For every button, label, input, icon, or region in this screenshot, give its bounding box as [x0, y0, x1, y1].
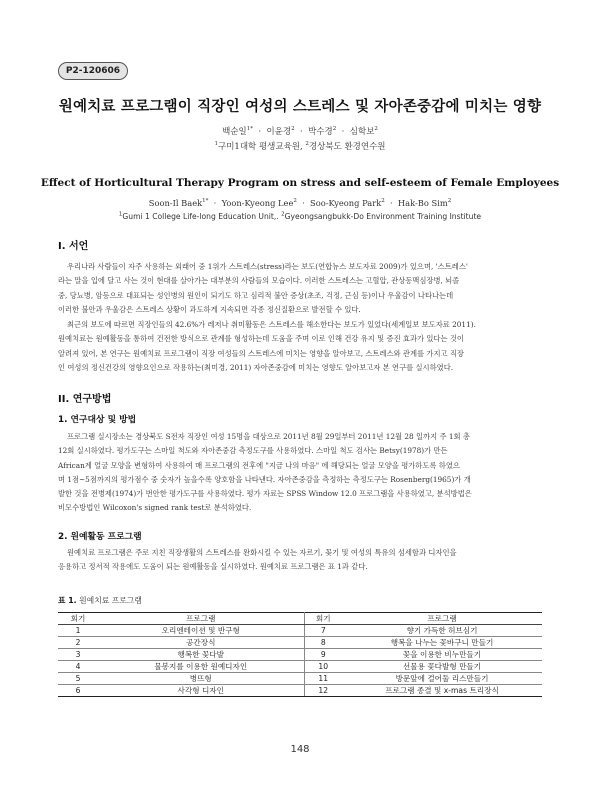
table-cell: 11 — [304, 673, 342, 685]
table-row — [58, 673, 542, 685]
table-cell: 꽃을 이용한 비누만들기 — [342, 649, 542, 661]
table-cell: 7 — [304, 625, 342, 637]
text-line: 프로그램 실시장소는 경상북도 S전자 직장인 여성 15명을 대상으로 2011년 8월 29일부터 2011년 12월 28 일까지 주 1회 총 — [67, 432, 470, 441]
methods-paragraph-1 — [58, 430, 542, 516]
table-header-cell: 회기 — [304, 613, 342, 625]
table-cell: 병뜨형 — [98, 673, 304, 685]
text-line: 12회 실시하였다. 평가도구는 스마일 척도와 자아존중감 측정도구를 사용하였다. 스마일 척도 검사는 Betsy(1978)가 만든 — [58, 446, 448, 456]
affiliation-ko-2: 경상북도 환경연수원 — [308, 142, 386, 152]
author-ko-1: 백순일$^{1*}$ — [222, 126, 253, 137]
author-en-4: Hak-Bo Sim$^2$ — [397, 198, 452, 208]
table-cell: 6 — [58, 685, 98, 697]
table-row — [58, 685, 542, 697]
authors-english: Soon-Il Baek$^{1*}$ · Yoon-Kyeong Lee$^2$ · Soo-Kyeong Park$^2$ · Hak-Bo Sim$^2$ — [148, 198, 452, 208]
table-cell: 프로그램 종결 및 x-mas 트리장식 — [342, 685, 542, 697]
table-cell: 공간장식 — [98, 637, 304, 649]
text-line: 응용하고 정서적 작용에도 도움이 되는 원예활동을 실시하였다. 원예치료 프로그램은 표 1과 같다. — [58, 562, 368, 572]
text-line: 원예치료는 원예활동을 통하여 건전한 방식으로 관계를 형성하는데 도움을 주며 이로 인해 건강 유지 및 증진 효과가 있다는 것이 — [58, 334, 464, 344]
affiliation-en-1: Gumi 1 College Life-long Education Unit,. — [122, 212, 279, 221]
author-en-3: Soo-Kyeong Park$^2$ — [310, 198, 385, 208]
affiliation-ko-1: 구미1대학 평생교육원, — [217, 142, 303, 152]
table-caption-text: 원예치료 프로그램 — [79, 596, 142, 605]
text-line: 비모수방법인 Wilcoxon's signed rank test로 분석하였다. — [58, 503, 252, 513]
table-row — [58, 625, 542, 637]
table-cell: 행복을 나누는 꽃바구니 만들기 — [342, 637, 542, 649]
author-ko-3: 박수경$^2$ — [308, 126, 337, 137]
table-cell: 9 — [304, 649, 342, 661]
table-cell: 8 — [304, 637, 342, 649]
table-row — [58, 649, 542, 661]
subsection-heading-subjects: 1. 연구대상 및 방법 — [58, 415, 137, 425]
title-english: Effect of Horticultural Therapy Program on stress and self-esteem of Female Employees — [40, 177, 560, 189]
text-line: 이러한 불안과 우울감은 스트레스 상황이 과도하게 지속되면 각종 정신질환으로 발전할 수 있다. — [58, 304, 361, 314]
table-header-cell: 프로그램 — [98, 613, 304, 625]
table-cell: 방문앞에 걸어둘 리스만들기 — [342, 673, 542, 685]
table-cell: 행복한 꽃다발 — [98, 649, 304, 661]
table-cell: 선물용 꽃다발형 만들기 — [342, 661, 542, 673]
author-en-2: Yoon-Kyeong Lee$^2$ — [221, 198, 297, 208]
section-heading-intro: I. 서언 — [58, 241, 89, 252]
text-line: African계 얼굴 모양을 변형하여 사용하여 매 프로그램의 전후에 "지금 나의 마음" 에 해당되는 얼굴 모양을 평가하도록 하였으 — [58, 460, 460, 470]
text-line: 인 여성의 정신건강의 영향요인으로 작용하는(최미경, 2011) 자아존중감에 미치는 영향도 알아보고자 본 연구를 실시하였다. — [58, 362, 454, 372]
methods-paragraph-2 — [58, 546, 542, 575]
table-cell: 2 — [58, 637, 98, 649]
intro-paragraph-2 — [58, 318, 542, 375]
table-cell: 3 — [58, 649, 98, 661]
intro-paragraph-1 — [58, 260, 542, 317]
subsection-heading-program: 2. 원예활동 프로그램 — [58, 532, 142, 542]
text-line: 알려져 있어, 본 연구는 원예치료 프로그램이 직장 여성들의 스트레스에 미치는 영향을 알아보고, 스트레스와 관계를 가지고 직장 — [58, 348, 464, 358]
section-heading-methods: II. 연구방법 — [58, 394, 112, 405]
paper-code-badge: P2-120606 — [58, 62, 128, 80]
table-header-row — [58, 613, 542, 625]
table-cell: 사각형 디자인 — [98, 685, 304, 697]
affiliation-en-2: Gyeongsangbukk-Do Environment Training Institute — [284, 212, 482, 221]
affiliations-korean: $^1$구미1대학 평생교육원, $^2$경상북도 환경연수원 — [214, 141, 386, 152]
text-line: 며 1점~5점까지의 평가점수 중 숫자가 높을수록 양호함을 나타낸다. 자아존중감을 측정하는 측정도구는 Rosenberg(1965)가 개 — [58, 474, 471, 484]
affiliations-english: $^1$Gumi 1 College Life-long Education Unit,. $^2$Gyeongsangbukk-Do Environment Training Institute — [118, 211, 482, 221]
table-caption-label: 표 1. — [58, 596, 77, 605]
author-ko-2: 이윤경$^2$ — [266, 126, 295, 137]
text-line: 라는 말을 입에 달고 사는 것이 현대를 살아가는 대부분의 사람들의 모습이다. 이러한 스트레스는 고혈압, 관상동맥심장병, 뇌졸 — [58, 276, 460, 286]
table-cell: 4 — [58, 661, 98, 673]
author-ko-4: 심학보$^2$ — [349, 126, 378, 137]
table-cell: 물봉지를 이용한 원예디자인 — [98, 661, 304, 673]
table-caption — [58, 595, 142, 606]
table-cell: 오리엔테이션 및 반구형 — [98, 625, 304, 637]
table-row — [58, 661, 542, 673]
table-cell: 12 — [304, 685, 342, 697]
table-cell: 10 — [304, 661, 342, 673]
table-header-cell: 회기 — [58, 613, 98, 625]
table-header-cell: 프로그램 — [342, 613, 542, 625]
page-number: 148 — [290, 744, 310, 755]
text-line: 발한 것을 전병제(1974)가 번안한 평가도구를 사용하였다. 평가 자료는 SPSS Window 12.0 프로그램을 사용하였고, 분석방법은 — [58, 489, 472, 499]
author-en-1: Soon-Il Baek$^{1*}$ — [148, 198, 209, 208]
table-row — [58, 637, 542, 649]
text-line: 우리나라 사람들이 자주 사용하는 외래어 중 1위가 스트레스(stress)라는 보도(연합뉴스 보도자료 2009)가 있으며, '스트레스' — [67, 262, 468, 271]
table-cell: 1 — [58, 625, 98, 637]
table-cell: 5 — [58, 673, 98, 685]
text-line: 최근의 보도에 따르면 직장인들의 42.6%가 레저나 취미활동은 스트레스를 해소한다는 보도가 있었다(세계일보 보도자료 2011). — [67, 320, 476, 329]
table-cell: 향기 가득한 허브심기 — [342, 625, 542, 637]
text-line: 원예치료 프로그램은 주로 지친 직장생활의 스트레스를 완화시킬 수 있는 자르기, 꽂기 및 여성의 특유의 섬세함과 디자인을 — [67, 548, 457, 557]
program-table — [58, 612, 542, 697]
text-line: 중, 당뇨병, 암등으로 대표되는 성인병의 원인이 되기도 하고 심리적 불안 증상(초조, 걱정, 근심 등)이나 우울감이 나타나는데 — [58, 290, 454, 300]
authors-korean: 백순일$^{1*}$ · 이윤경$^2$ · 박수경$^2$ · 심학보$^2$ — [222, 126, 378, 137]
title-korean: 원예치료 프로그램이 직장인 여성의 스트레스 및 자아존중감에 미치는 영향 — [58, 98, 542, 115]
